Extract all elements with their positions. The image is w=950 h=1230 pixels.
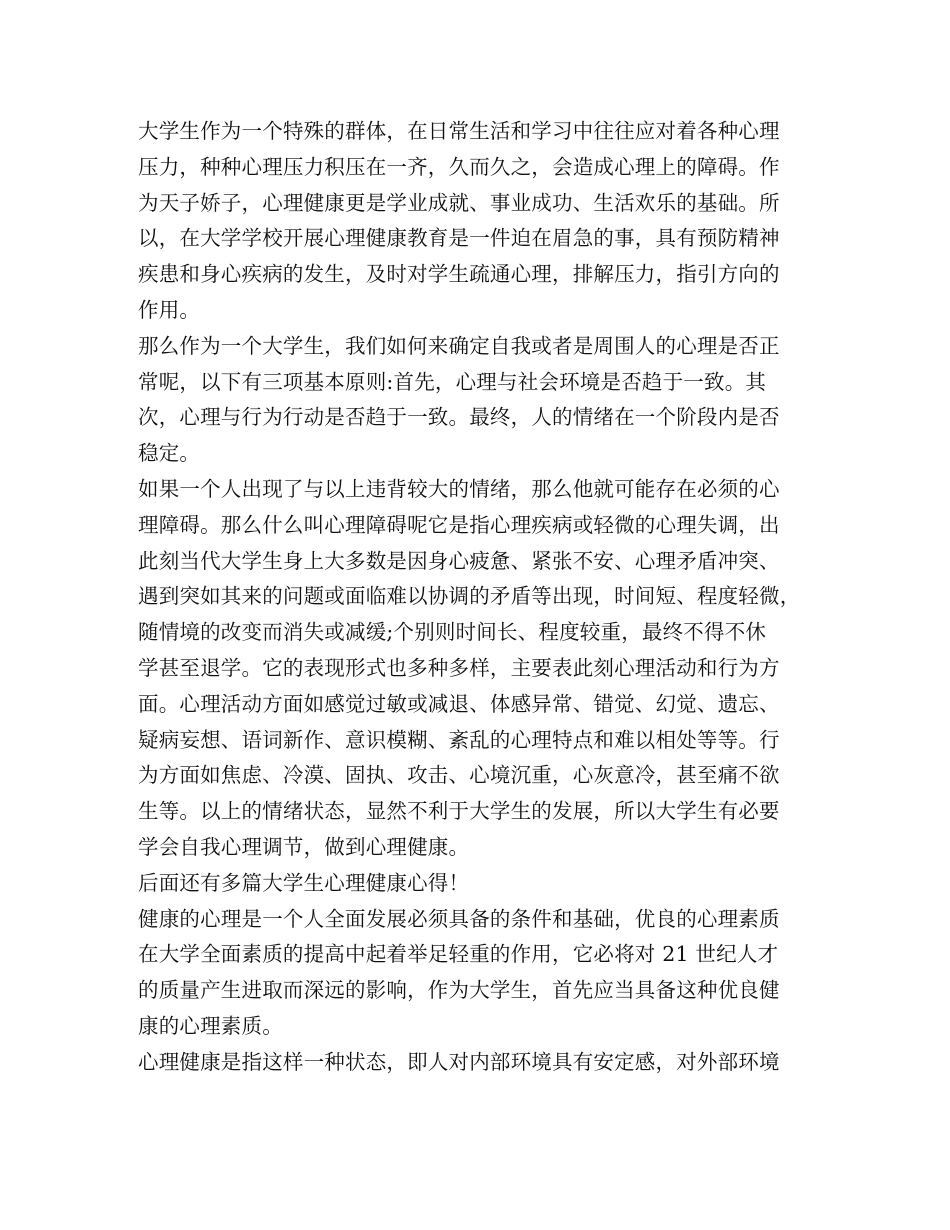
text-line: 作用。 <box>138 297 201 322</box>
text-line: 压力，种种心理压力积压在一齐，久而久之，会造成心理上的障碍。作 <box>138 154 780 179</box>
text-line: 为天子娇子，心理健康更是学业成就、事业成功、生活欢乐的基础。所 <box>138 190 780 215</box>
text-line: 遇到突如其来的问题或面临难以协调的矛盾等出现，时间短、程度轻微， <box>138 584 801 609</box>
text-line: 如果一个人出现了与以上违背较大的情绪，那么他就可能存在必须的心 <box>138 476 780 501</box>
body-text <box>138 114 828 1081</box>
text-line: 那么作为一个大学生，我们如何来确定自我或者是周围人的心理是否正 <box>138 333 780 358</box>
text-line: 心理健康是指这样一种状态，即人对内部环境具有安定感，对外部环境 <box>138 1049 780 1074</box>
text-line: 疑病妄想、语词新作、意识模糊、紊乱的心理特点和难以相处等等。行 <box>138 727 780 752</box>
text-line: 随情境的改变而消失或减缓;个别则时间长、程度较重，最终不得不休 <box>138 620 767 645</box>
text-line: 面。心理活动方面如感觉过敏或减退、体感异常、错觉、幻觉、遗忘、 <box>138 691 780 716</box>
text-line: 学会自我心理调节，做到心理健康。 <box>138 834 470 859</box>
text-line: 此刻当代大学生身上大多数是因身心疲惫、紧张不安、心理矛盾冲突、 <box>138 548 780 573</box>
text-line: 以，在大学学校开展心理健康教育是一件迫在眉急的事，具有预防精神 <box>138 226 780 251</box>
text-line: 在大学全面素质的提高中起着举足轻重的作用，它必将对 21 世纪人才 <box>138 942 779 967</box>
text-line: 后面还有多篇大学生心理健康心得！ <box>138 870 470 895</box>
text-line: 稳定。 <box>138 441 201 466</box>
text-line: 理障碍。那么什么叫心理障碍呢它是指心理疾病或轻微的心理失调，出 <box>138 512 780 537</box>
text-line: 疾患和身心疾病的发生，及时对学生疏通心理，排解压力，指引方向的 <box>138 262 780 287</box>
text-line: 康的心理素质。 <box>138 1013 283 1038</box>
text-line: 学甚至退学。它的表现形式也多种多样，主要表此刻心理活动和行为方 <box>138 655 780 680</box>
text-line: 健康的心理是一个人全面发展必须具备的条件和基础，优良的心理素质 <box>138 906 780 931</box>
text-line: 大学生作为一个特殊的群体，在日常生活和学习中往往应对着各种心理 <box>138 119 780 143</box>
text-line: 生等。以上的情绪状态，显然不利于大学生的发展，所以大学生有必要 <box>138 799 780 824</box>
text-line: 次，心理与行为行动是否趋于一致。最终，人的情绪在一个阶段内是否 <box>138 405 780 430</box>
text-line: 的质量产生进取而深远的影响，作为大学生，首先应当具备这种优良健 <box>138 978 780 1003</box>
text-line: 常呢，以下有三项基本原则:首先，心理与社会环境是否趋于一致。其 <box>138 369 767 394</box>
text-line: 为方面如焦虑、冷漠、固执、攻击、心境沉重，心灰意冷，甚至痛不欲 <box>138 763 780 788</box>
